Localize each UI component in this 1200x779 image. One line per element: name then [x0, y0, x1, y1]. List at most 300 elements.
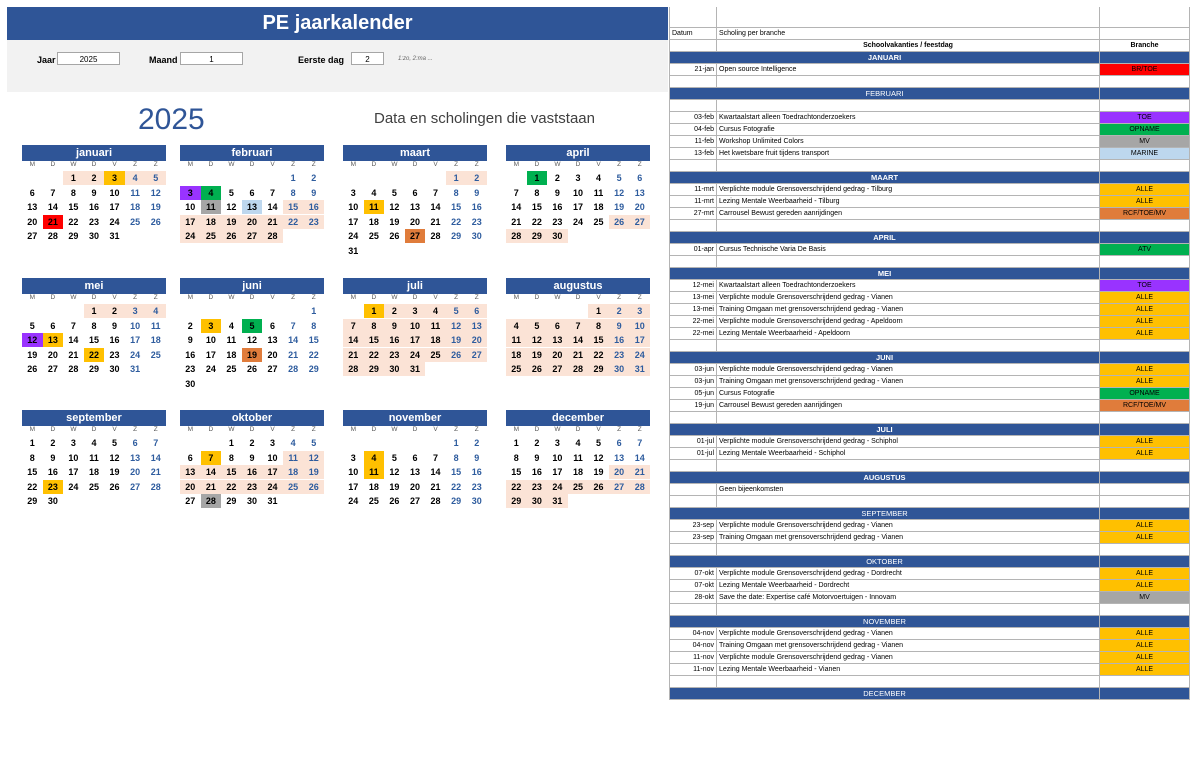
calendar-day[interactable]: 4: [228, 320, 234, 331]
calendar-day[interactable]: 11: [364, 200, 385, 214]
calendar-day[interactable]: 24: [348, 496, 359, 506]
calendar-day[interactable]: 7: [270, 187, 276, 198]
calendar-day[interactable]: 14: [201, 465, 222, 479]
calendar-day[interactable]: 23: [527, 480, 548, 494]
calendar-day[interactable]: 17: [405, 333, 426, 347]
calendar-day[interactable]: 17: [68, 467, 79, 477]
calendar-day[interactable]: 6: [29, 187, 35, 198]
calendar-day[interactable]: 29: [527, 229, 548, 243]
calendar-day[interactable]: 11: [283, 451, 304, 465]
calendar-day[interactable]: 30: [547, 229, 568, 243]
calendar-day[interactable]: 17: [205, 349, 216, 360]
calendar-day[interactable]: 24: [572, 216, 583, 227]
calendar-day[interactable]: 28: [430, 231, 441, 241]
calendar-day[interactable]: 30: [246, 496, 257, 506]
calendar-day[interactable]: 17: [552, 467, 563, 477]
calendar-day[interactable]: 31: [547, 494, 568, 508]
calendar-day[interactable]: 4: [91, 438, 97, 448]
calendar-day[interactable]: 2: [187, 320, 193, 331]
calendar-day[interactable]: 13: [409, 202, 420, 212]
calendar-day[interactable]: 14: [150, 452, 161, 463]
calendar-day[interactable]: 8: [311, 320, 317, 331]
calendar-day[interactable]: 20: [409, 216, 420, 227]
calendar-day[interactable]: 3: [125, 304, 146, 318]
calendar-day[interactable]: 14: [267, 202, 278, 212]
calendar-day[interactable]: 8: [513, 452, 519, 463]
calendar-day[interactable]: 5: [228, 187, 234, 198]
calendar-day[interactable]: 23: [185, 364, 196, 374]
calendar-day[interactable]: 27: [267, 364, 278, 374]
calendar-day[interactable]: 31: [267, 496, 278, 506]
calendar-day[interactable]: 12: [22, 333, 43, 347]
calendar-day[interactable]: 10: [205, 335, 216, 345]
calendar-day[interactable]: 24: [109, 216, 120, 227]
calendar-day[interactable]: 26: [389, 496, 400, 506]
calendar-day[interactable]: 8: [364, 319, 385, 333]
calendar-day[interactable]: 26: [27, 364, 38, 374]
calendar-day[interactable]: 10: [68, 452, 79, 463]
calendar-day[interactable]: 7: [433, 187, 439, 198]
calendar-day[interactable]: 13: [466, 319, 487, 333]
calendar-day[interactable]: 7: [153, 438, 159, 448]
month-input[interactable]: 1: [180, 52, 243, 65]
calendar-day[interactable]: 25: [130, 216, 141, 227]
calendar-day[interactable]: 10: [629, 319, 650, 333]
calendar-day[interactable]: 22: [506, 480, 527, 494]
calendar-day[interactable]: 16: [552, 202, 563, 212]
calendar-day[interactable]: 2: [311, 173, 317, 183]
calendar-day[interactable]: 21: [629, 465, 650, 479]
calendar-day[interactable]: 1: [84, 304, 105, 318]
calendar-day[interactable]: 26: [109, 481, 120, 492]
calendar-day[interactable]: 28: [150, 481, 161, 492]
calendar-day[interactable]: 9: [91, 187, 97, 198]
calendar-day[interactable]: 16: [109, 335, 120, 345]
calendar-day[interactable]: 8: [91, 320, 97, 331]
calendar-day[interactable]: 15: [364, 333, 385, 347]
calendar-day[interactable]: 14: [430, 467, 441, 477]
calendar-day[interactable]: 9: [609, 319, 630, 333]
calendar-day[interactable]: 30: [109, 364, 120, 374]
calendar-day[interactable]: 15: [451, 202, 462, 212]
calendar-day[interactable]: 21: [262, 215, 283, 229]
calendar-day[interactable]: 21: [430, 481, 441, 492]
calendar-day[interactable]: 12: [226, 202, 237, 212]
calendar-day[interactable]: 2: [554, 173, 560, 183]
calendar-day[interactable]: 12: [246, 335, 257, 345]
calendar-day[interactable]: 21: [343, 348, 364, 362]
calendar-day[interactable]: 30: [47, 496, 58, 506]
table-row[interactable]: [670, 400, 1190, 412]
calendar-day[interactable]: 29: [308, 364, 319, 374]
calendar-day[interactable]: 9: [534, 452, 540, 463]
calendar-day[interactable]: 8: [453, 452, 459, 463]
table-row[interactable]: [670, 184, 1190, 196]
calendar-day[interactable]: 16: [384, 333, 405, 347]
first-day-input[interactable]: 2: [351, 52, 384, 65]
calendar-day[interactable]: 18: [88, 467, 99, 477]
calendar-day[interactable]: 29: [506, 494, 527, 508]
calendar-day[interactable]: 25: [226, 364, 237, 374]
calendar-day[interactable]: 29: [588, 362, 609, 376]
calendar-day[interactable]: 23: [303, 215, 324, 229]
calendar-day[interactable]: 24: [348, 231, 359, 241]
calendar-day[interactable]: 27: [466, 348, 487, 362]
calendar-day[interactable]: 15: [308, 335, 319, 345]
calendar-day[interactable]: 3: [104, 171, 125, 185]
calendar-day[interactable]: 24: [68, 481, 79, 492]
calendar-day[interactable]: 15: [511, 467, 522, 477]
calendar-day[interactable]: 10: [348, 202, 359, 212]
calendar-day[interactable]: 7: [50, 187, 56, 198]
calendar-day[interactable]: 6: [616, 438, 622, 448]
table-row[interactable]: [670, 208, 1190, 220]
calendar-day[interactable]: 11: [506, 333, 527, 347]
calendar-day[interactable]: 28: [288, 364, 299, 374]
calendar-day[interactable]: 16: [471, 202, 482, 212]
calendar-day[interactable]: 26: [588, 480, 609, 494]
calendar-day[interactable]: 20: [180, 480, 201, 494]
calendar-day[interactable]: 8: [453, 187, 459, 198]
calendar-day[interactable]: 14: [511, 202, 522, 212]
calendar-day[interactable]: 27: [409, 496, 420, 506]
calendar-day[interactable]: 29: [27, 496, 38, 506]
calendar-day[interactable]: 12: [527, 333, 548, 347]
calendar-day[interactable]: 4: [425, 304, 446, 318]
calendar-day[interactable]: 19: [527, 348, 548, 362]
calendar-day[interactable]: 18: [283, 465, 304, 479]
calendar-day[interactable]: 27: [130, 481, 141, 492]
calendar-day[interactable]: 30: [609, 362, 630, 376]
calendar-day[interactable]: 31: [109, 231, 120, 241]
calendar-day[interactable]: 20: [47, 349, 58, 360]
calendar-day[interactable]: 5: [112, 438, 118, 448]
calendar-day[interactable]: 1: [63, 171, 84, 185]
calendar-day[interactable]: 4: [201, 186, 222, 200]
calendar-day[interactable]: 8: [29, 452, 35, 463]
calendar-day[interactable]: 11: [130, 187, 140, 198]
calendar-day[interactable]: 13: [27, 202, 38, 212]
calendar-day[interactable]: 11: [364, 465, 385, 479]
calendar-day[interactable]: 28: [47, 231, 58, 241]
calendar-day[interactable]: 31: [405, 362, 426, 376]
calendar-day[interactable]: 17: [180, 215, 201, 229]
calendar-day[interactable]: 7: [637, 438, 643, 448]
calendar-day[interactable]: 9: [50, 452, 56, 463]
calendar-day[interactable]: 10: [267, 452, 278, 463]
calendar-day[interactable]: 15: [27, 467, 38, 477]
table-row[interactable]: [670, 292, 1190, 304]
calendar-day[interactable]: 7: [290, 320, 296, 331]
calendar-day[interactable]: 27: [242, 229, 263, 243]
calendar-day[interactable]: 1: [364, 304, 385, 318]
calendar-day[interactable]: 14: [47, 202, 58, 212]
calendar-day[interactable]: 30: [471, 231, 482, 241]
calendar-day[interactable]: 13: [267, 335, 278, 345]
calendar-day[interactable]: 11: [150, 320, 161, 331]
calendar-day[interactable]: 28: [262, 229, 283, 243]
calendar-day[interactable]: 8: [588, 319, 609, 333]
calendar-day[interactable]: 10: [552, 452, 563, 463]
calendar-day[interactable]: 4: [371, 187, 377, 198]
calendar-day[interactable]: 28: [201, 494, 222, 508]
calendar-day[interactable]: 21: [68, 349, 79, 360]
calendar-day[interactable]: 3: [629, 304, 650, 318]
calendar-day[interactable]: 19: [221, 215, 242, 229]
calendar-day[interactable]: 23: [384, 348, 405, 362]
calendar-day[interactable]: 30: [384, 362, 405, 376]
calendar-day[interactable]: 22: [283, 215, 304, 229]
table-row[interactable]: [670, 316, 1190, 328]
calendar-day[interactable]: 29: [451, 231, 462, 241]
table-row[interactable]: [670, 580, 1190, 592]
calendar-day[interactable]: 16: [88, 202, 99, 212]
table-row[interactable]: [670, 364, 1190, 376]
calendar-day[interactable]: 16: [531, 467, 542, 477]
calendar-day[interactable]: 13: [409, 467, 420, 477]
calendar-day[interactable]: 1: [290, 173, 296, 183]
calendar-day[interactable]: 10: [405, 319, 426, 333]
calendar-day[interactable]: 15: [68, 202, 79, 212]
table-row[interactable]: [670, 436, 1190, 448]
calendar-day[interactable]: 28: [430, 496, 441, 506]
calendar-day[interactable]: 11: [89, 452, 99, 463]
calendar-day[interactable]: 13: [43, 333, 64, 347]
table-row[interactable]: [670, 328, 1190, 340]
calendar-day[interactable]: 24: [262, 480, 283, 494]
calendar-day[interactable]: 2: [84, 171, 105, 185]
calendar-day[interactable]: 3: [70, 438, 76, 448]
calendar-day[interactable]: 7: [343, 319, 364, 333]
calendar-day[interactable]: 7: [433, 452, 439, 463]
calendar-day[interactable]: 19: [389, 481, 400, 492]
calendar-day[interactable]: 18: [368, 481, 379, 492]
calendar-day[interactable]: 21: [150, 467, 161, 477]
calendar-day[interactable]: 21: [511, 216, 522, 227]
calendar-day[interactable]: 15: [588, 333, 609, 347]
calendar-day[interactable]: 3: [405, 304, 426, 318]
calendar-day[interactable]: 8: [70, 187, 76, 198]
calendar-day[interactable]: 20: [27, 216, 38, 227]
calendar-day[interactable]: 22: [84, 348, 105, 362]
calendar-day[interactable]: 21: [430, 216, 441, 227]
calendar-day[interactable]: 16: [609, 333, 630, 347]
calendar-day[interactable]: 5: [527, 319, 548, 333]
calendar-day[interactable]: 15: [88, 335, 99, 345]
table-row[interactable]: [670, 124, 1190, 136]
calendar-day[interactable]: 22: [221, 480, 242, 494]
calendar-day[interactable]: 19: [303, 465, 324, 479]
calendar-day[interactable]: 6: [50, 320, 56, 331]
table-row[interactable]: [670, 196, 1190, 208]
calendar-day[interactable]: 23: [471, 481, 482, 492]
calendar-day[interactable]: 6: [270, 320, 276, 331]
calendar-day[interactable]: 22: [451, 216, 462, 227]
calendar-day[interactable]: 9: [384, 319, 405, 333]
calendar-day[interactable]: 12: [614, 187, 625, 198]
calendar-day[interactable]: 9: [474, 187, 480, 198]
calendar-day[interactable]: 12: [593, 452, 604, 463]
calendar-day[interactable]: 29: [364, 362, 385, 376]
calendar-day[interactable]: 11: [226, 335, 237, 345]
calendar-day[interactable]: 26: [527, 362, 548, 376]
calendar-day[interactable]: 4: [506, 319, 527, 333]
calendar-day[interactable]: 25: [283, 480, 304, 494]
calendar-day[interactable]: 21: [43, 215, 64, 229]
calendar-day[interactable]: 27: [609, 480, 630, 494]
table-row[interactable]: [670, 136, 1190, 148]
table-row[interactable]: [670, 592, 1190, 604]
calendar-day[interactable]: 2: [249, 438, 255, 448]
calendar-day[interactable]: 23: [552, 216, 563, 227]
calendar-day[interactable]: 3: [350, 452, 356, 463]
calendar-day[interactable]: 28: [629, 480, 650, 494]
calendar-day[interactable]: 6: [412, 187, 418, 198]
calendar-day[interactable]: 28: [343, 362, 364, 376]
calendar-day[interactable]: 25: [368, 496, 379, 506]
calendar-day[interactable]: 13: [547, 333, 568, 347]
calendar-day[interactable]: 4: [596, 173, 602, 183]
calendar-day[interactable]: 25: [368, 231, 379, 241]
table-row[interactable]: [670, 448, 1190, 460]
calendar-day[interactable]: 31: [348, 245, 359, 256]
calendar-day[interactable]: 20: [466, 333, 487, 347]
calendar-day[interactable]: 3: [350, 187, 356, 198]
calendar-day[interactable]: 24: [130, 349, 141, 360]
calendar-day[interactable]: 6: [412, 452, 418, 463]
calendar-day[interactable]: 22: [308, 349, 319, 360]
calendar-day[interactable]: 10: [109, 187, 120, 198]
calendar-day[interactable]: 25: [506, 362, 527, 376]
table-row[interactable]: [670, 532, 1190, 544]
calendar-day[interactable]: 4: [575, 438, 581, 448]
calendar-day[interactable]: 3: [575, 173, 581, 183]
calendar-day[interactable]: 15: [451, 467, 462, 477]
calendar-day[interactable]: 22: [68, 216, 79, 227]
calendar-day[interactable]: 5: [596, 438, 602, 448]
calendar-day[interactable]: 7: [513, 187, 519, 198]
calendar-day[interactable]: 17: [572, 202, 583, 212]
table-row[interactable]: [670, 112, 1190, 124]
calendar-day[interactable]: 17: [109, 202, 120, 212]
calendar-day[interactable]: 26: [246, 364, 257, 374]
calendar-day[interactable]: 2: [609, 304, 630, 318]
calendar-day[interactable]: 18: [425, 333, 446, 347]
calendar-day[interactable]: 17: [348, 481, 359, 492]
calendar-day[interactable]: 5: [311, 438, 317, 448]
calendar-day[interactable]: 9: [249, 452, 255, 463]
calendar-day[interactable]: 26: [303, 480, 324, 494]
table-row[interactable]: [670, 304, 1190, 316]
calendar-day[interactable]: 29: [88, 364, 99, 374]
calendar-day[interactable]: 26: [446, 348, 467, 362]
calendar-day[interactable]: 25: [568, 480, 589, 494]
calendar-day[interactable]: 18: [201, 215, 222, 229]
calendar-day[interactable]: 9: [474, 452, 480, 463]
calendar-day[interactable]: 27: [547, 362, 568, 376]
calendar-day[interactable]: 26: [609, 215, 630, 229]
calendar-day[interactable]: 25: [201, 229, 222, 243]
calendar-day[interactable]: 10: [130, 320, 141, 331]
calendar-day[interactable]: 23: [609, 348, 630, 362]
calendar-day[interactable]: 4: [290, 438, 296, 448]
calendar-day[interactable]: 23: [242, 480, 263, 494]
calendar-day[interactable]: 16: [303, 200, 324, 214]
calendar-day[interactable]: 10: [348, 467, 359, 477]
calendar-day[interactable]: 14: [343, 333, 364, 347]
calendar-day[interactable]: 1: [228, 438, 234, 448]
table-row[interactable]: [670, 376, 1190, 388]
calendar-day[interactable]: 27: [629, 215, 650, 229]
calendar-day[interactable]: 10: [572, 187, 583, 198]
table-row[interactable]: [670, 664, 1190, 676]
table-row[interactable]: [670, 148, 1190, 160]
table-row[interactable]: [670, 640, 1190, 652]
calendar-day[interactable]: 16: [471, 467, 482, 477]
calendar-day[interactable]: 6: [547, 319, 568, 333]
calendar-day[interactable]: 17: [262, 465, 283, 479]
calendar-day[interactable]: 19: [150, 202, 161, 212]
calendar-day[interactable]: 11: [573, 452, 583, 463]
calendar-day[interactable]: 16: [47, 467, 58, 477]
calendar-day[interactable]: 26: [221, 229, 242, 243]
calendar-day[interactable]: 14: [568, 333, 589, 347]
calendar-day[interactable]: 22: [588, 348, 609, 362]
calendar-day[interactable]: 20: [242, 215, 263, 229]
calendar-day[interactable]: 3: [554, 438, 560, 448]
calendar-day[interactable]: 18: [506, 348, 527, 362]
calendar-day[interactable]: 30: [471, 496, 482, 506]
calendar-day[interactable]: 13: [130, 452, 141, 463]
calendar-day[interactable]: 21: [201, 480, 222, 494]
table-row[interactable]: [670, 568, 1190, 580]
calendar-day[interactable]: 13: [180, 465, 201, 479]
calendar-day[interactable]: 12: [446, 319, 467, 333]
calendar-day[interactable]: 3: [270, 438, 276, 448]
calendar-day[interactable]: 1: [527, 171, 548, 185]
calendar-day[interactable]: 25: [593, 216, 604, 227]
calendar-day[interactable]: 9: [187, 335, 193, 345]
calendar-day[interactable]: 20: [634, 202, 645, 212]
calendar-day[interactable]: 29: [451, 496, 462, 506]
calendar-day[interactable]: 30: [185, 378, 196, 389]
calendar-day[interactable]: 16: [242, 465, 263, 479]
calendar-day[interactable]: 14: [634, 452, 645, 463]
calendar-day[interactable]: 20: [609, 465, 630, 479]
calendar-day[interactable]: 28: [506, 229, 527, 243]
calendar-day[interactable]: 2: [384, 304, 405, 318]
calendar-day[interactable]: 20: [130, 467, 141, 477]
calendar-day[interactable]: 8: [228, 452, 234, 463]
calendar-day[interactable]: 25: [425, 348, 446, 362]
calendar-day[interactable]: 12: [389, 202, 400, 212]
calendar-day[interactable]: 25: [88, 481, 99, 492]
table-row[interactable]: [670, 244, 1190, 256]
calendar-day[interactable]: 10: [185, 202, 196, 212]
calendar-day[interactable]: 4: [364, 451, 385, 465]
table-row[interactable]: [670, 484, 1190, 496]
calendar-day[interactable]: 17: [130, 335, 141, 345]
calendar-day[interactable]: 2: [534, 438, 540, 448]
year-input[interactable]: 2025: [57, 52, 120, 65]
calendar-day[interactable]: 2: [474, 438, 480, 448]
calendar-day[interactable]: 6: [637, 173, 643, 183]
calendar-day[interactable]: 1: [29, 438, 35, 448]
calendar-day[interactable]: 8: [534, 187, 540, 198]
calendar-day[interactable]: 24: [547, 480, 568, 494]
calendar-day[interactable]: 2: [50, 438, 56, 448]
calendar-day[interactable]: 20: [547, 348, 568, 362]
